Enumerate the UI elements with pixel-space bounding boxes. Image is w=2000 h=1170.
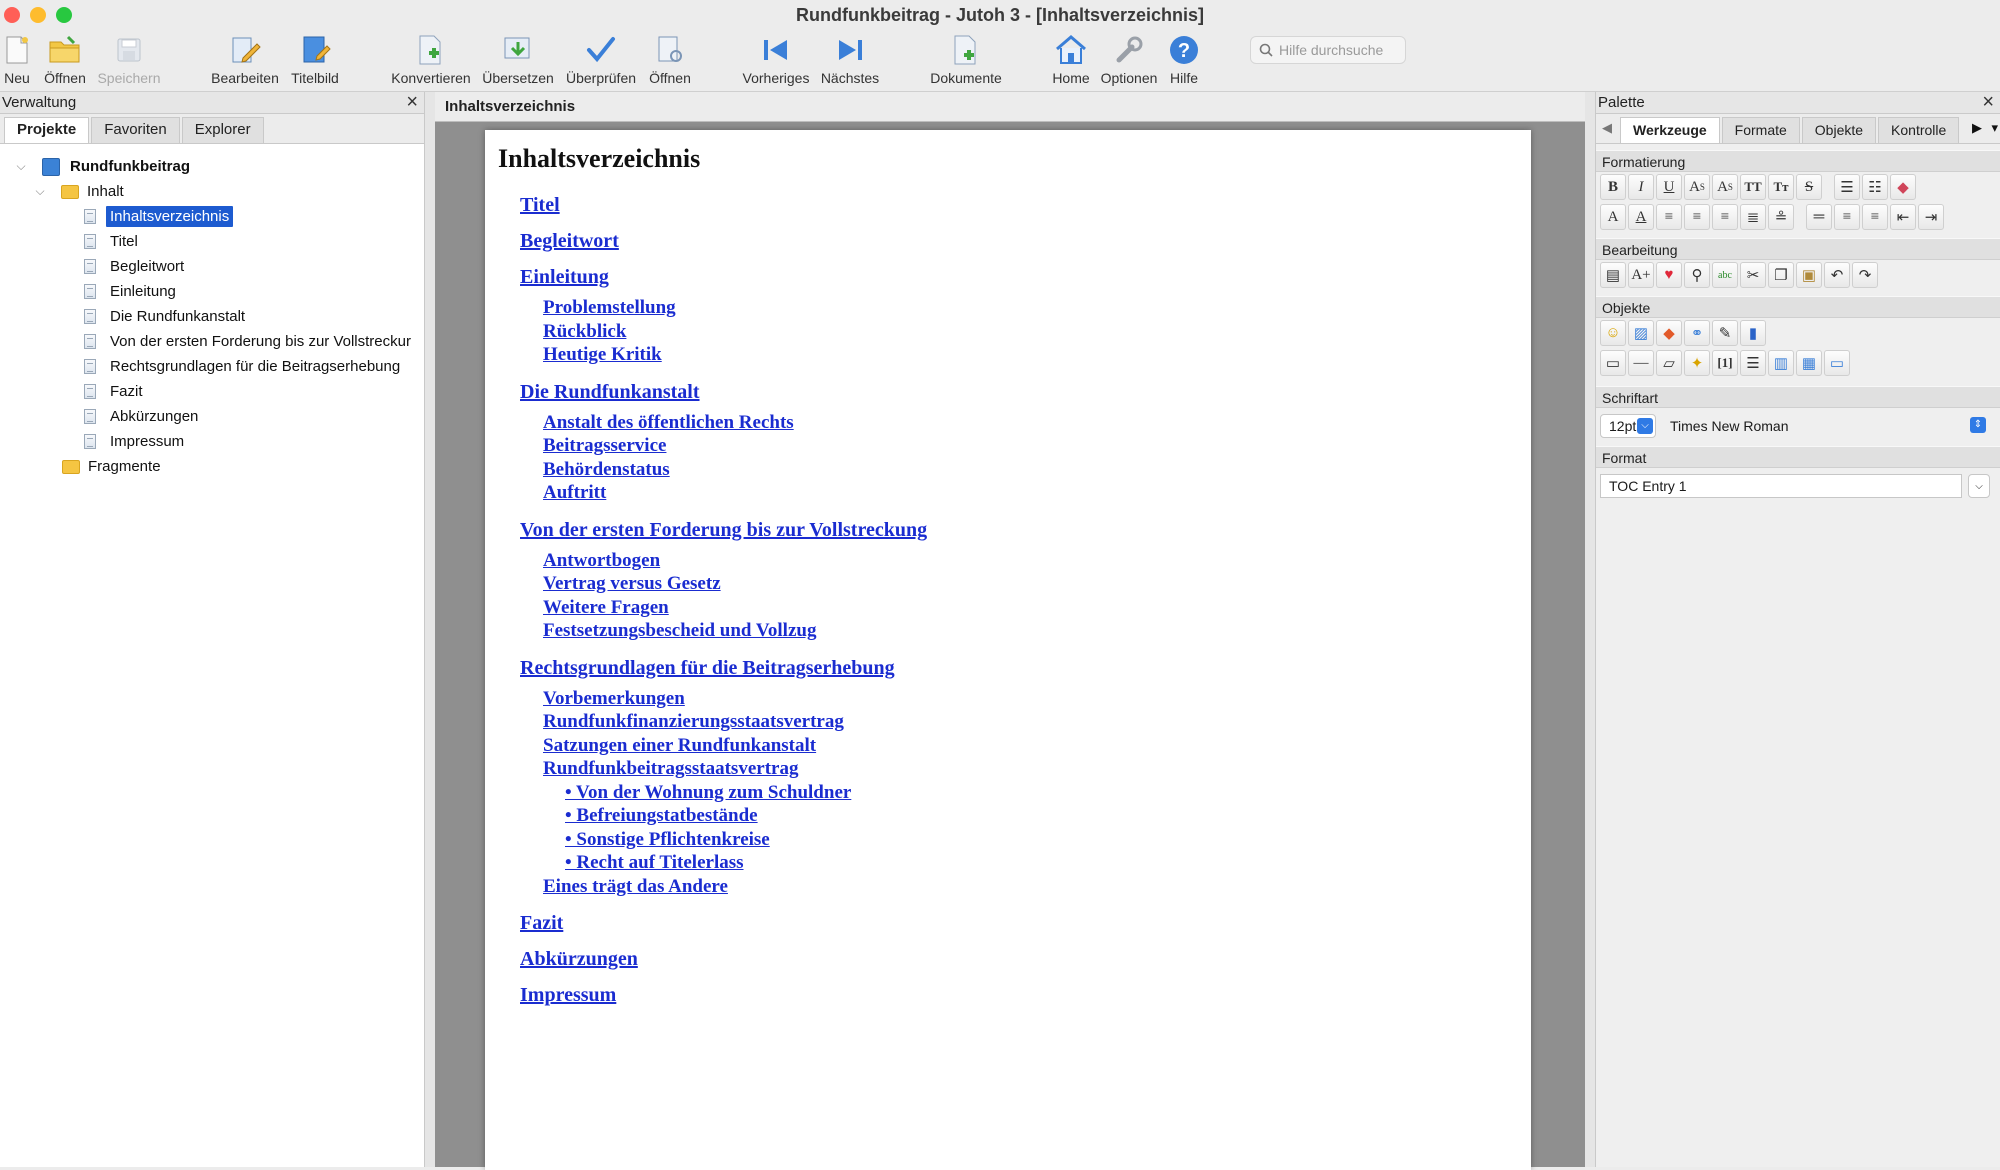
toc-icon[interactable]: ☰ [1740,350,1766,376]
palette-title: Palette [1598,94,1645,111]
tab-projects[interactable]: Projekte [4,117,89,143]
tree-label: Begleitwort [110,258,185,275]
folder-icon [61,185,79,199]
toolbar-label: Titelbild [291,70,339,86]
font-name-select[interactable] [1662,414,1988,438]
eraser-icon[interactable]: ◆ [1890,174,1916,200]
tree-label: Fazit [110,383,143,400]
tree-item-document[interactable] [0,379,424,404]
toc-entry-chapter[interactable]: Die Rundfunkanstalt [520,380,700,403]
spellcheck-icon[interactable]: abc [1712,262,1738,288]
font-name-value: Times New Roman [1670,418,1789,434]
cut-icon[interactable]: ✂ [1740,262,1766,288]
left-splitter[interactable] [425,92,435,1167]
toolbar-save-button[interactable] [89,30,169,86]
tree-label: Einleitung [110,283,176,300]
tab-control[interactable]: Kontrolle [1878,117,1959,143]
redo-icon[interactable]: ↷ [1852,262,1878,288]
edit-book-icon [225,30,265,70]
tree-label: Fragmente [88,458,161,475]
translate-icon [498,30,538,70]
hyperlink-icon[interactable]: ⚭ [1684,320,1710,346]
open-book-icon [650,30,690,70]
comment-icon[interactable]: ▱ [1656,350,1682,376]
chevron-down-icon[interactable]: ⌵ [35,184,45,198]
toc-entry-chapter[interactable]: Fazit [520,912,564,934]
toolbar-previous-button[interactable] [736,30,816,86]
convert-icon [411,30,451,70]
outdent-icon[interactable]: ⇤ [1890,204,1916,230]
document-icon [84,384,96,399]
svg-text:?: ? [1177,40,1191,62]
toc-entry-subsection[interactable]: • Recht auf Titelerlass [565,852,744,873]
toolbar-open-book-button[interactable] [630,30,710,86]
bookmark-icon[interactable]: ▮ [1740,320,1766,346]
window-chrome [0,0,2000,92]
tab-scroll-left-icon[interactable]: ◀ [1602,120,1612,135]
palette-panel [1595,92,2000,1167]
documents-icon [946,30,986,70]
toolbar-label: Home [1052,70,1090,86]
toc-entry-section[interactable]: Eines trägt das Andere [543,875,728,897]
small-caps-icon[interactable]: Tт [1768,174,1794,200]
search-placeholder: Hilfe durchsuche [1279,42,1384,58]
next-icon [830,30,870,70]
toolbar-label: Überprüfen [565,70,637,86]
toolbar-label: Dokumente [930,70,1002,86]
align-left-icon[interactable]: ≡ [1656,204,1682,230]
pen-icon[interactable]: ✎ [1712,320,1738,346]
italic-icon[interactable]: I [1628,174,1654,200]
tab-formats[interactable]: Formate [1722,117,1800,143]
spacing-before-icon[interactable]: ═ [1806,204,1832,230]
section-font: Schriftart [1596,386,2000,408]
toolbar-next-button[interactable] [810,30,890,86]
save-disk-icon [109,30,149,70]
objects-row-2 [1596,348,2000,378]
chevron-down-icon: ⌵ [1975,480,1983,492]
toc-entry-section[interactable]: Beitragsservice [543,435,667,456]
text-box-icon[interactable]: ▭ [1824,350,1850,376]
tree-label: Von der ersten Forderung bis zur Vollstreckur [110,333,411,350]
help-icon [1164,30,1204,70]
toolbar-label: Nächstes [820,70,880,86]
table-of-contents [498,194,1531,1006]
wrench-icon [1109,30,1149,70]
toolbar-label: Konvertieren [391,70,471,86]
previous-icon [756,30,796,70]
toolbar-label: Vorheriges [742,70,810,86]
horizontal-rule-icon[interactable]: — [1628,350,1654,376]
tab-objects[interactable]: Objekte [1802,117,1876,143]
toc-entry-section[interactable]: Festsetzungsbescheid und Vollzug [543,620,817,641]
page-heading: Inhaltsverzeichnis [498,144,701,173]
paste-icon[interactable]: ▣ [1796,262,1822,288]
tree-label: Titel [110,233,138,250]
toolbar-translate-button[interactable] [478,30,558,86]
superscript-icon[interactable]: A S [1684,174,1710,200]
formatting-row-1 [1596,172,2000,202]
tree-item-document[interactable] [0,404,424,429]
tree-item-document[interactable] [0,429,424,454]
toolbar-help-button[interactable] [1144,30,1224,86]
tree-item-document[interactable] [0,329,424,354]
indent-icon[interactable]: ⇥ [1918,204,1944,230]
palette-header [1596,92,2000,114]
toc-entry-section[interactable]: Heutige Kritik [543,344,662,365]
toc-entry-chapter[interactable]: Einleitung [520,266,609,288]
underline-icon[interactable]: U [1656,174,1682,200]
style-input[interactable] [1600,474,1962,498]
tab-scroll-right-icon[interactable]: ▶ [1972,120,1982,135]
toolbar-label: Neu [4,70,30,86]
copy-icon[interactable]: ❐ [1768,262,1794,288]
align-right-icon[interactable]: ≡ [1712,204,1738,230]
section-objects: Objekte [1596,296,2000,318]
font-size-select[interactable] [1600,414,1656,438]
heart-icon[interactable]: ♥ [1656,262,1682,288]
toc-entry-section[interactable]: Anstalt des öffentlichen Rechts [543,411,794,433]
tree-label: Rechtsgrundlagen für die Beitragserhebung [110,358,401,375]
toolbar-convert-button[interactable] [391,30,471,86]
format-row [1596,468,2000,504]
tab-explorer[interactable]: Explorer [182,117,264,143]
toc-entry-section[interactable]: Problemstellung [543,297,676,318]
toc-entry-chapter[interactable]: Abkürzungen [520,948,638,970]
toc-entry-chapter[interactable]: Von der ersten Forderung bis zur Vollstreckung [520,518,928,541]
document-page[interactable] [485,130,1531,1170]
toolbar-edit-button[interactable] [205,30,285,86]
tree-item-document[interactable] [0,254,424,279]
footnote-icon[interactable]: [1] [1712,350,1738,376]
toolbar-check-button[interactable] [561,30,641,86]
highlight-color-icon[interactable]: A [1628,204,1654,230]
tree-label: Impressum [110,433,185,450]
document-icon [84,334,96,349]
toolbar-label: Bearbeiten [211,70,279,86]
tree-node-project[interactable] [0,154,424,179]
all-caps-icon[interactable]: TT [1740,174,1766,200]
style-dropdown-button[interactable] [1968,474,1990,498]
document-icon [84,309,96,324]
toolbar-documents-button[interactable] [926,30,1006,86]
help-search-input[interactable] [1250,36,1406,64]
chevron-down-icon[interactable]: ⌵ [16,159,26,173]
chevron-updown-icon: ⇕ [1970,417,1986,433]
cover-image-icon [295,30,335,70]
subscript-icon[interactable]: A S [1712,174,1738,200]
table-icon[interactable]: ▦ [1796,350,1822,376]
style-value: TOC Entry 1 [1609,478,1687,494]
management-panel [0,92,425,1167]
toc-entry-chapter[interactable]: Impressum [520,984,617,1006]
document-properties-icon[interactable]: ▤ [1600,262,1626,288]
tree-label: Rundfunkbeitrag [70,158,190,175]
toc-entry-section[interactable]: Rundfunkbeitragsstaatsvertrag [543,758,799,779]
shapes-icon[interactable]: ◆ [1656,320,1682,346]
folder-icon [62,460,80,474]
toc-entry-chapter[interactable]: Begleitwort [520,230,619,252]
bold-icon[interactable]: B [1600,174,1626,200]
tab-tools[interactable]: Werkzeuge [1620,117,1720,143]
editing-row [1596,260,2000,290]
objects-row-1 [1596,318,2000,348]
tree-node-folder-content[interactable] [0,179,424,204]
tree-node-folder-fragments[interactable] [0,454,424,479]
symbol-icon[interactable]: ✦ [1684,350,1710,376]
spacing-after-icon[interactable]: ≡ [1834,204,1860,230]
tree-item-document[interactable] [0,304,424,329]
panel-header [0,92,424,114]
document-icon [84,359,96,374]
tree-label: Abkürzungen [110,408,199,425]
align-center-icon[interactable]: ≡ [1684,204,1710,230]
tree-item-document[interactable] [0,204,424,229]
home-icon [1051,30,1091,70]
document-icon [84,259,96,274]
toolbar-label: Öffnen [44,70,86,86]
find-icon[interactable]: ⚲ [1684,262,1710,288]
document-icon [84,409,96,424]
strikethrough-icon[interactable]: S [1796,174,1822,200]
numbered-list-icon[interactable]: ☷ [1862,174,1888,200]
section-format: Format [1596,446,2000,468]
toolbar-label: Speichern [97,70,161,86]
tree-item-document[interactable] [0,354,424,379]
check-icon [581,30,621,70]
open-folder-icon [45,30,85,70]
close-icon[interactable]: × [406,91,418,113]
toc-entry-section[interactable]: Rückblick [543,320,627,342]
undo-icon[interactable]: ↶ [1824,262,1850,288]
document-icon [84,234,96,249]
font-size-icon[interactable]: A+ [1628,262,1654,288]
toolbar-cover-button[interactable] [275,30,355,86]
toc-entry-section[interactable]: Auftritt [543,482,607,503]
toc-entry-section[interactable]: Satzungen einer Rundfunkanstalt [543,734,817,756]
toc-entry-section[interactable]: Antwortbogen [543,549,661,571]
toc-entry-subsection[interactable]: • Sonstige Pflichtenkreise [565,828,770,850]
chevron-down-icon: ⌵ [1637,418,1653,434]
search-icon [1259,43,1273,57]
book-icon [42,158,60,176]
toc-entry-section[interactable]: Vorbemerkungen [543,687,685,709]
tree-item-document[interactable] [0,229,424,254]
toc-entry-chapter[interactable]: Rechtsgrundlagen für die Beitragserhebung [520,656,895,679]
project-tree [0,144,424,479]
tree-item-document[interactable] [0,279,424,304]
toc-entry-chapter[interactable]: Titel [520,194,560,216]
toolbar-label: Optionen [1100,70,1158,86]
toc-entry-section[interactable]: Weitere Fragen [543,596,669,618]
toc-entry-subsection[interactable]: • Von der Wohnung zum Schuldner [565,781,852,803]
panel-title: Verwaltung [2,94,77,111]
document-icon [84,284,96,299]
editor-tab[interactable] [435,92,1585,122]
section-formatting: Formatierung [1596,150,2000,172]
window-title: Rundfunkbeitrag - Jutoh 3 - [Inhaltsverzeichnis] [795,5,1205,25]
tree-label: Inhalt [87,183,124,200]
right-splitter[interactable] [1585,92,1595,1167]
justify-icon[interactable]: ≣ [1740,204,1766,230]
toc-entry-section[interactable]: Rundfunkfinanzierungsstaatsvertrag [543,711,844,732]
toc-entry-subsection[interactable]: • Befreiungstatbestände [565,805,758,826]
tab-menu-icon[interactable]: ▾ [1991,120,1998,135]
toolbar-label: Öffnen [649,70,691,86]
tab-favorites[interactable]: Favoriten [91,117,180,143]
toolbar-label: Übersetzen [482,70,554,86]
document-icon [84,434,96,449]
toc-entry-section[interactable]: Vertrag versus Gesetz [543,573,721,594]
panel-tabs [0,114,424,144]
toc-entry-section[interactable]: Behördenstatus [543,458,670,480]
paragraph-spacing-icon[interactable]: ≡ [1862,204,1888,230]
editor-tab-title: Inhaltsverzeichnis [445,98,576,115]
page-break-icon[interactable]: ▭ [1600,350,1626,376]
editor-area [435,92,1585,1167]
text-color-icon[interactable]: A [1600,204,1626,230]
formatting-row-2 [1596,202,2000,232]
document-icon [84,209,96,224]
tree-label-selected: Inhaltsverzeichnis [106,206,233,227]
image-icon[interactable]: ▨ [1628,320,1654,346]
index-icon[interactable]: ▥ [1768,350,1794,376]
tree-label: Die Rundfunkanstalt [110,308,246,325]
line-spacing-icon[interactable]: ≗ [1768,204,1794,230]
font-row [1596,408,2000,444]
close-icon[interactable]: × [1982,91,1994,113]
toolbar-label: Hilfe [1169,70,1198,86]
bullet-list-icon[interactable]: ☰ [1834,174,1860,200]
emoji-icon[interactable]: ☺ [1600,320,1626,346]
font-size-value: 12pt [1609,418,1637,434]
palette-tabs [1596,114,2000,144]
section-editing: Bearbeitung [1596,238,2000,260]
